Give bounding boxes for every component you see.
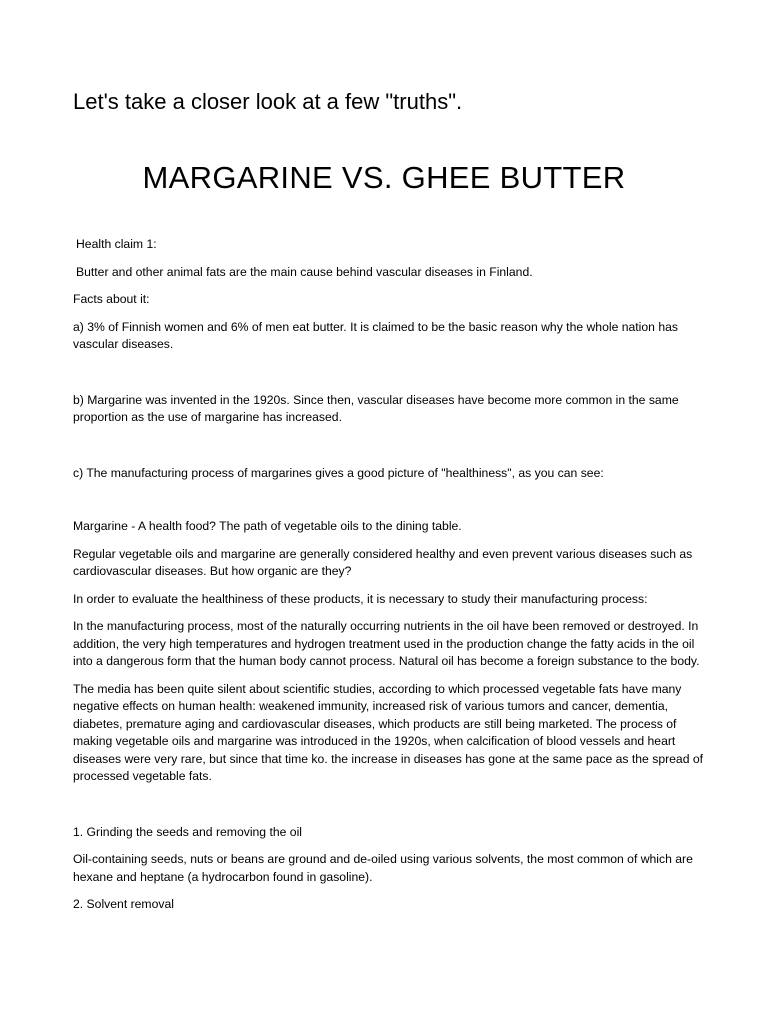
facts-heading: Facts about it: — [73, 292, 150, 306]
step-2-heading: 2. Solvent removal — [73, 897, 174, 911]
fact-c: c) The manufacturing process of margarines gives a good picture of "healthiness", as you can see: — [73, 465, 604, 480]
paragraph-regular-oils: Regular vegetable oils and margarine are generally considered healthy and even prevent various diseases such as cardiovascular diseases. But how organic are they? — [73, 546, 693, 578]
health-claim-text: Butter and other animal fats are the main cause behind vascular diseases in Finland. — [76, 264, 533, 279]
fact-b: b) Margarine was invented in the 1920s. Since then, vascular diseases have become more common in the same proportion as the use of margarine has increased. — [73, 392, 679, 424]
paragraph-media: The media has been quite silent about scientific studies, according to which processed vegetable fats have many negative effects on human health: weakened immunity, increased risk of various tumors and cancer, dementia, diabetes, premature aging and cardiovascular diseases, which products are still being marketed. The process of making vegetable oils and margarine was introduced in the 1920s, when calcification of blood vessels and heart diseases were very rare, but since that time ko. the increase in diseases has gone at the same pace as the spread of processed vegetable fats. — [73, 681, 704, 783]
step-1-heading: 1. Grinding the seeds and removing the oil — [73, 824, 302, 839]
fact-a: a) 3% of Finnish women and 6% of men eat butter. It is claimed to be the basic reason why the whole nation has vascular diseases. — [73, 319, 678, 351]
page-title: MARGARINE VS. GHEE BUTTER — [142, 160, 626, 195]
intro-line: Let's take a closer look at a few "truths". — [73, 89, 463, 114]
health-claim-heading: Health claim 1: — [76, 237, 157, 251]
paragraph-evaluate: In order to evaluate the healthiness of these products, it is necessary to study their manufacturing process: — [73, 591, 648, 606]
section-heading-margarine: Margarine - A health food? The path of vegetable oils to the dining table. — [73, 519, 462, 533]
document-body — [73, 236, 713, 914]
paragraph-manufacturing: In the manufacturing process, most of the naturally occurring nutrients in the oil have been removed or destroyed. In addition, the very high temperatures and hydrogen treatment used in the production change the fatty acids in the oil into a dangerous form that the human body cannot process. Natural oil has become a foreign substance to the body. — [73, 619, 700, 668]
step-1-text: Oil-containing seeds, nuts or beans are ground and de-oiled using various solvents, the most common of which are hexane and heptane (a hydrocarbon found in gasoline). — [73, 852, 693, 884]
